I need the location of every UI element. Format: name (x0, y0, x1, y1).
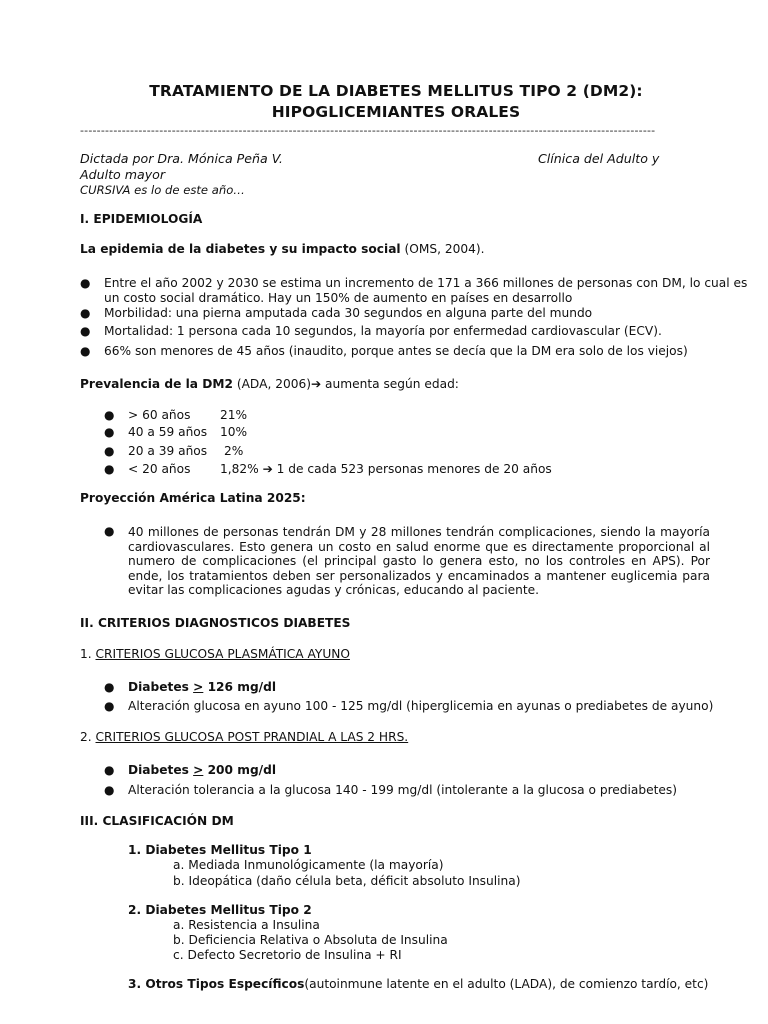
type-1-item-b: b. Ideopática (daño célula beta, déficit absoluto Insulina) (173, 874, 521, 888)
threshold-label: Diabetes (128, 680, 194, 694)
prevalence-subheading-bold: Prevalencia de la DM2 (80, 377, 233, 391)
section-heading-clasificacion: III. CLASIFICACIÓN DM (80, 814, 234, 828)
bullet-icon: ● (80, 276, 91, 290)
list-item-text: Alteración tolerancia a la glucosa 140 - 199 mg/dl (intolerante a la glucosa o prediabetes) (128, 783, 678, 797)
prevalence-value: 2% (224, 444, 244, 458)
prevalence-subheading-rest: (ADA, 2006)➔ aumenta según edad: (232, 377, 459, 391)
criterion-2-label: CRITERIOS GLUCOSA POST PRANDIAL A LAS 2 HRS. (95, 730, 409, 744)
bullet-icon: ● (80, 324, 91, 338)
bullet-icon: ● (80, 344, 91, 358)
bullet-icon: ● (104, 408, 115, 422)
list-item-text: Morbilidad: una pierna amputada cada 30 segundos en alguna parte del mundo (104, 306, 593, 320)
age-range: 20 a 39 años (128, 444, 208, 458)
criterion-1-label: CRITERIOS GLUCOSA PLASMÁTICA AYUNO (95, 647, 350, 661)
clinic-line: Clínica del Adulto y (538, 151, 660, 166)
type-1-item-a: a. Mediada Inmunológicamente (la mayoría) (173, 858, 444, 872)
bullet-icon: ● (104, 462, 115, 476)
list-item-text: Entre el año 2002 y 2030 se estima un incremento de 171 a 366 millones de personas con DM, lo cual es (104, 276, 748, 290)
greater-equal-symbol: > (193, 763, 204, 777)
criterion-1-title (80, 647, 350, 661)
projection-paragraph: 40 millones de personas tendrán DM y 28 millones tendrán complicaciones, siendo la mayoría cardiovasculares. Esto genera un costo en salud enorme que es directamente proporcional al numero de complicaciones (el principal gasto lo genera esto, no los controles en APS). Por ende, los tratamientos deben ser personalizados y encaminados a mantener euglicemia para evitar las complicaciones agudas y crónicas, educando al paciente. (128, 525, 710, 598)
cursiva-note: CURSIVA es lo de este año… (80, 183, 245, 197)
prevalence-value: 10% (220, 425, 248, 439)
threshold-value: 200 mg/dl (203, 763, 277, 777)
projection-heading: Proyección América Latina 2025: (80, 491, 306, 505)
threshold-label: Diabetes (128, 763, 194, 777)
age-range: < 20 años (128, 462, 191, 476)
bullet-icon: ● (104, 524, 115, 538)
list-item-text-continued: un costo social dramático. Hay un 150% de aumento en países en desarrollo (104, 291, 573, 305)
age-range: > 60 años (128, 408, 191, 422)
diabetes-threshold (128, 763, 276, 777)
type-3-title (128, 977, 708, 991)
prevalence-subheading (80, 377, 459, 391)
section-heading-criterios: II. CRITERIOS DIAGNOSTICOS DIABETES (80, 616, 351, 630)
section-heading-epidemiologia: I. EPIDEMIOLOGÍA (80, 212, 203, 226)
type-3-title-bold: 3. Otros Tipos Específicos (128, 977, 305, 991)
type-2-item-a: a. Resistencia a Insulina (173, 918, 320, 932)
threshold-value: 126 mg/dl (203, 680, 277, 694)
bullet-icon: ● (104, 680, 115, 694)
type-3-description: (autoinmune latente en el adulto (LADA), de comienzo tardío, etc) (304, 977, 709, 991)
separator-line: ------------------------------------------------------------------------------------------------------------------------------------------ (80, 124, 656, 137)
criterion-2-title (80, 730, 408, 744)
list-item-text: 66% son menores de 45 años (inaudito, porque antes se decía que la DM era solo de los viejos) (104, 344, 688, 358)
type-2-item-c: c. Defecto Secretorio de Insulina + RI (173, 948, 402, 962)
epidemic-subheading (80, 242, 484, 256)
epidemic-subheading-bold: La epidemia de la diabetes y su impacto social (80, 242, 401, 256)
greater-equal-symbol: > (193, 680, 204, 694)
type-2-title: 2. Diabetes Mellitus Tipo 2 (128, 903, 312, 917)
diabetes-threshold (128, 680, 276, 694)
type-2-item-b: b. Deficiencia Relativa o Absoluta de Insulina (173, 933, 448, 947)
bullet-icon: ● (104, 783, 115, 797)
prevalence-value: 1,82% ➔ 1 de cada 523 personas menores de 20 años (220, 462, 552, 476)
age-range: 40 a 59 años (128, 425, 208, 439)
document-title-line-1: TRATAMIENTO DE LA DIABETES MELLITUS TIPO 2 (DM2): (149, 82, 643, 100)
prevalence-value: 21% (220, 408, 248, 422)
bullet-icon: ● (104, 425, 115, 439)
clinic-line-continued: Adulto mayor (80, 167, 166, 182)
list-item-text: Alteración glucosa en ayuno 100 - 125 mg/dl (hiperglicemia en ayunas o prediabetes de ayuno) (128, 699, 714, 713)
bullet-icon: ● (104, 763, 115, 777)
type-1-title: 1. Diabetes Mellitus Tipo 1 (128, 843, 312, 857)
list-item-text: Mortalidad: 1 persona cada 10 segundos, la mayoría por enfermedad cardiovascular (ECV). (104, 324, 662, 338)
criterion-2-number: 2. (80, 730, 96, 744)
bullet-icon: ● (104, 699, 115, 713)
author-line: Dictada por Dra. Mónica Peña V. (80, 151, 283, 166)
bullet-icon: ● (80, 306, 91, 320)
criterion-1-number: 1. (80, 647, 96, 661)
bullet-icon: ● (104, 444, 115, 458)
document-title-line-2: HIPOGLICEMIANTES ORALES (271, 103, 521, 121)
epidemic-subheading-source: (OMS, 2004). (400, 242, 485, 256)
